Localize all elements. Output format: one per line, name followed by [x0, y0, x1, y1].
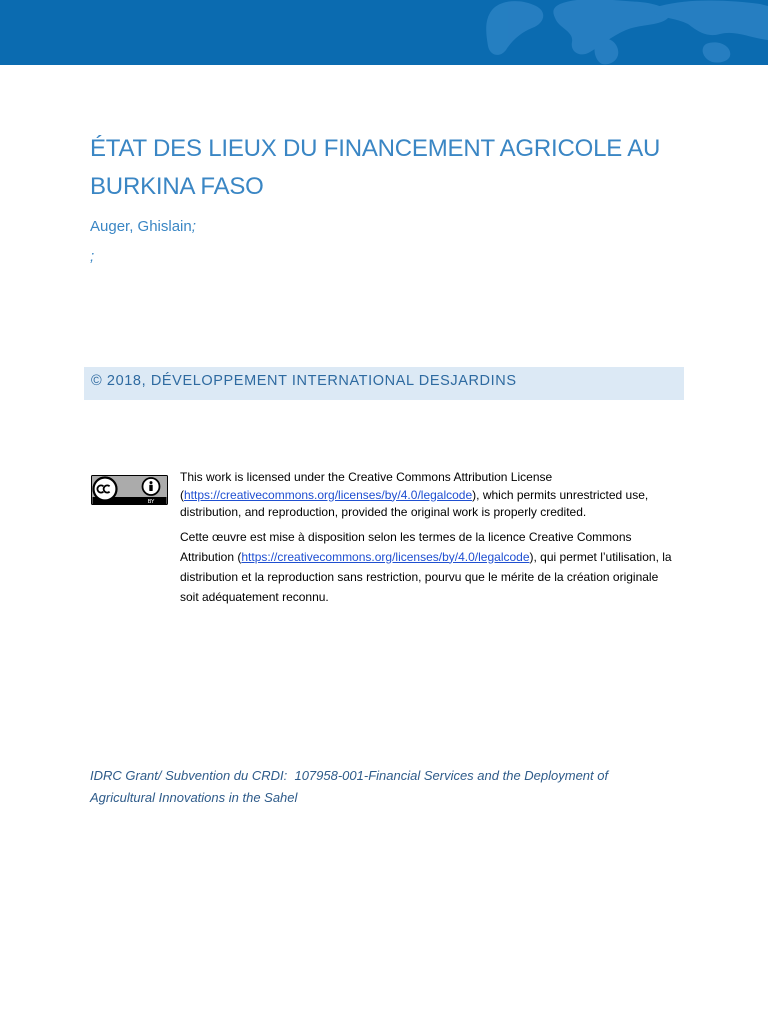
license-french — [180, 527, 680, 607]
document-title — [90, 130, 690, 206]
license-en-link[interactable]: https://creativecommons.org/licenses/by/4.0/legalcode — [184, 487, 473, 502]
header-banner — [0, 0, 768, 65]
license-fr-text-before: Cette œuvre est mise à disposition selon les termes de la licence Creative Commons Attribution ( — [180, 529, 632, 564]
license-fr-link[interactable]: https://creativecommons.org/licenses/by/4.0/legalcode — [241, 549, 530, 564]
author-suffix: ; — [191, 218, 196, 235]
author-affiliation-line: ; — [90, 248, 95, 265]
license-en-text-after: ), which permits unrestricted use, distribution, and reproduction, provided the original work is properly credited. — [180, 487, 649, 519]
license-fr-text-after: ), qui permet l’utilisation, la distribution et la reproduction sans restriction, pourvu que le mérite de la création originale soit adéquatement reconnu. — [180, 549, 672, 604]
copyright-band — [84, 367, 684, 400]
title-line-1: ÉTAT DES LIEUX DU FINANCEMENT AGRICOLE AU — [90, 135, 661, 162]
license-english — [180, 469, 680, 522]
grant-info — [90, 765, 690, 809]
svg-text:BY: BY — [147, 499, 155, 505]
license-en-text-before: This work is licensed under the Creative Commons Attribution License ( — [180, 470, 553, 502]
author-name: Auger, Ghislain — [90, 218, 192, 235]
world-map-graphic — [0, 0, 768, 65]
grant-line-2: Agricultural Innovations in the Sahel — [90, 790, 298, 805]
title-line-2: BURKINA FASO — [90, 173, 264, 200]
copyright-text: © 2018, DÉVELOPPEMENT INTERNATIONAL DESJARDINS — [91, 373, 517, 389]
license-text-block — [180, 469, 680, 607]
author-line — [90, 218, 196, 235]
cc-by-icon — [91, 475, 168, 505]
grant-line-1: IDRC Grant/ Subvention du CRDI: 107958-001-Financial Services and the Deployment of — [90, 768, 609, 783]
